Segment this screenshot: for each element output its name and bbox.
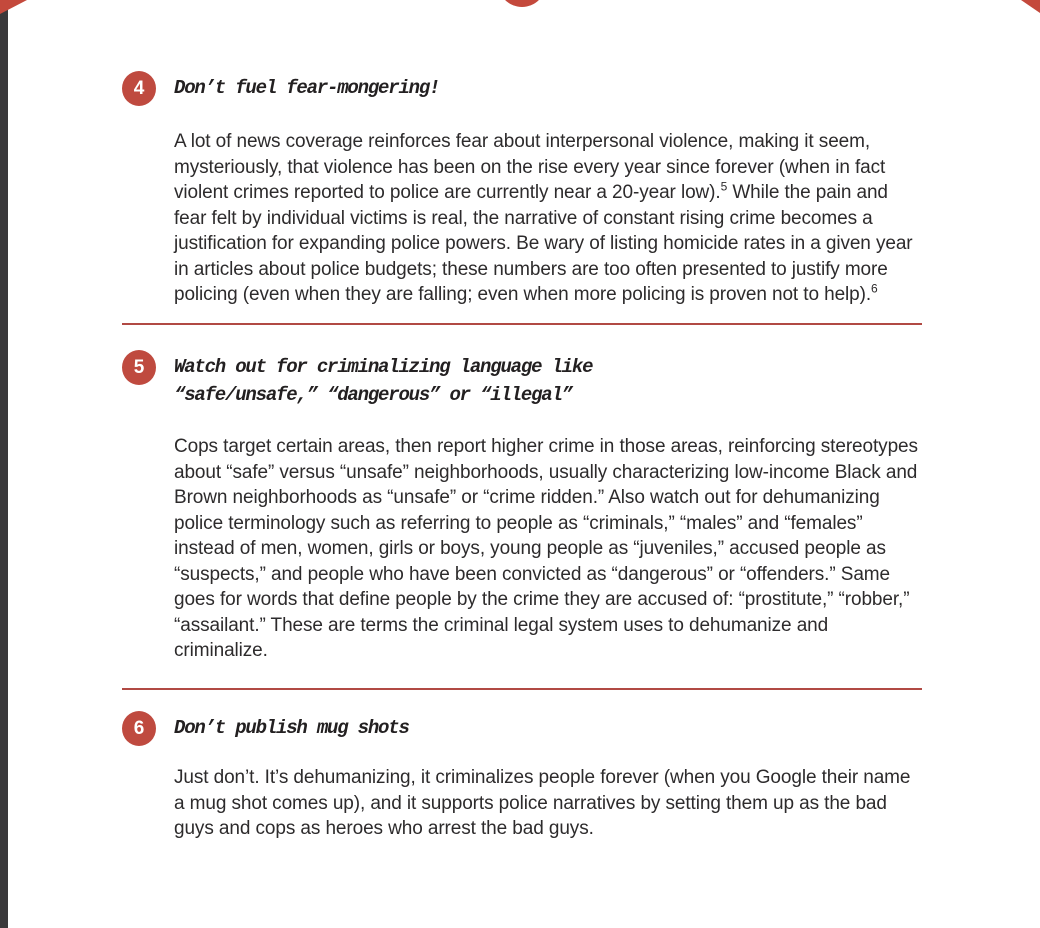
- body-run: Just don’t. It’s dehumanizing, it criminalizes people forever (when you Google their name a mug shot comes up), and it supports police narratives by setting them up as the bad guys and cops as heroes who arrest the bad guys.: [174, 767, 911, 839]
- heading-line: “safe/unsafe,” “dangerous” or “illegal”: [174, 384, 572, 406]
- section-number-badge: [122, 350, 156, 385]
- section-body: [174, 129, 922, 308]
- section-heading: [174, 74, 439, 102]
- section-divider: [122, 323, 922, 326]
- footnote-marker-5: 5: [720, 179, 728, 194]
- section-dont-publish-mug-shots: [122, 714, 922, 842]
- section-body: [174, 434, 922, 664]
- section-body: [174, 765, 922, 842]
- section-number-badge: [122, 71, 156, 106]
- section-header: [122, 74, 922, 106]
- section-heading: [174, 353, 592, 409]
- heading-line: Don’t fuel fear-mongering!: [174, 77, 440, 99]
- body-run: A lot of news coverage reinforces fear about interpersonal violence, making it seem, mysteriously, that violence has been on the rise every year since forever (when in fact violent crimes reported to police are currently near a 20-year low).: [174, 131, 886, 203]
- heading-line: Don’t publish mug shots: [174, 717, 409, 739]
- section-divider: [122, 688, 922, 691]
- section-number-badge: [122, 711, 156, 746]
- body-run: While the pain and fear felt by individual victims is real, the narrative of constant rising crime becomes a justification for expanding police powers. Be wary of listing homicide rates in a given year in articles about police budgets; these numbers are too often presented to justify more policing (even when they are falling; even when more policing is proven not to help).: [174, 182, 913, 305]
- heading-line: Watch out for criminalizing language like: [174, 356, 593, 378]
- section-header: [122, 353, 922, 409]
- section-header: [122, 714, 922, 746]
- section-criminalizing-language: [122, 353, 922, 664]
- footnote-marker-6: 6: [871, 281, 878, 296]
- body-run: Cops target certain areas, then report higher crime in those areas, reinforcing stereotypes about “safe” versus “unsafe” neighborhoods, usually characterizing low-income Black and Brown neighborhoods as “unsafe” or “crime ridden.” Also watch out for dehumanizing police terminology such as referring to people as “criminals,” “males” and “females” instead of men, women, girls or boys, young people as “juveniles,” accused people as “suspects,” and people who have been convicted as “dangerous” or “offenders.” Same goes for words that define people by the crime they are accused of: “prostitute,” “robber,” “assailant.” These are terms the criminal legal system uses to dehumanize and criminalize.: [174, 436, 918, 661]
- section-number: 4: [133, 78, 145, 99]
- section-number: 5: [133, 357, 145, 378]
- section-number: 6: [133, 718, 145, 739]
- section-dont-fuel-fear-mongering: [122, 74, 922, 308]
- section-heading: [174, 714, 409, 742]
